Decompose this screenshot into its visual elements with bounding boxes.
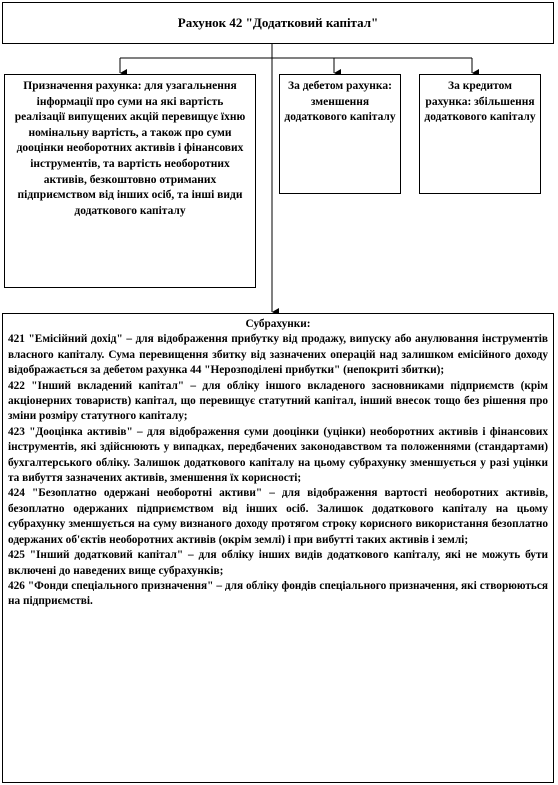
subaccounts-title: Субрахунки: [245,318,311,330]
credit-text: За кредитом рахунка: збільшення додаткового капіталу [424,80,536,123]
subaccount-426: 426 "Фонди спеціального призначення" – для обліку фондів спеціального призначення, які створюються на підприємстві. [8,579,548,608]
subaccount-424: 424 "Безоплатно одержані необоротні активи" – для відображення вартості необоротних активів, безоплатно одержаних підприємством від інших осіб. Залишок додаткового капіталу на цьому субрахунку зменшується на суму визнаного доходу протягом строку корисного використання безоплатно одержаних об'єктів необоротних активів (окрім землі) і при вибутті таких активів і землі; [8,487,548,546]
account-purpose-text: Призначення рахунка: для узагальнення інформації про суми на які вартість реалізації випущених акцій перевищує їхню номінальну вартість, а також про суми дооцінки необоротних активів і фінансових інструментів, та вартість необоротних активів, безкоштовно отриманих підприємством від інших осіб, та інші види додаткового капіталу [14,80,246,217]
account-purpose-box [4,74,256,288]
debit-box [279,74,401,194]
subaccount-423: 423 "Дооцінка активів" – для відображення суми дооцінки (уцінки) необоротних активів і фінансових інструментів, які здійснюють у випадках, передбачених законодавством та положеннями (стандартами) бухгалтерського обліку. Залишок додаткового капіталу на цьому субрахунку зменшується у разі уцінки та вибуття зазначених активів, зменшення їх корисності; [8,425,548,485]
account-title-box [2,2,554,44]
debit-text: За дебетом рахунка: зменшення додаткового капіталу [284,80,396,123]
subaccount-425: 425 "Інший додатковий капітал" – для обліку інших видів додаткового капіталу, які не можуть бути включені до наведених вище субрахунків; [8,549,548,577]
account-title: Рахунок 42 "Додатковий капітал" [177,15,379,30]
subaccounts-box [2,313,554,783]
subaccount-422: 422 "Інший вкладений капітал" – для обліку іншого вкладеного засновниками підприємств (крім акціонерних товариств) капітал, що перевищує статутний капітал, інший внесок тощо без рішення про зміни розміру статутного капіталу; [8,379,548,423]
subaccount-421: 421 "Емісійний дохід" – для відображення прибутку від продажу, випуску або анулювання інструментів власного капіталу. Сума перевищення збитку від зазначених операцій над залишком емісійного доходу відображається за дебетом рахунка 44 "Нерозподілені прибутки" (непокриті збитки); [8,333,548,377]
credit-box [419,74,541,194]
